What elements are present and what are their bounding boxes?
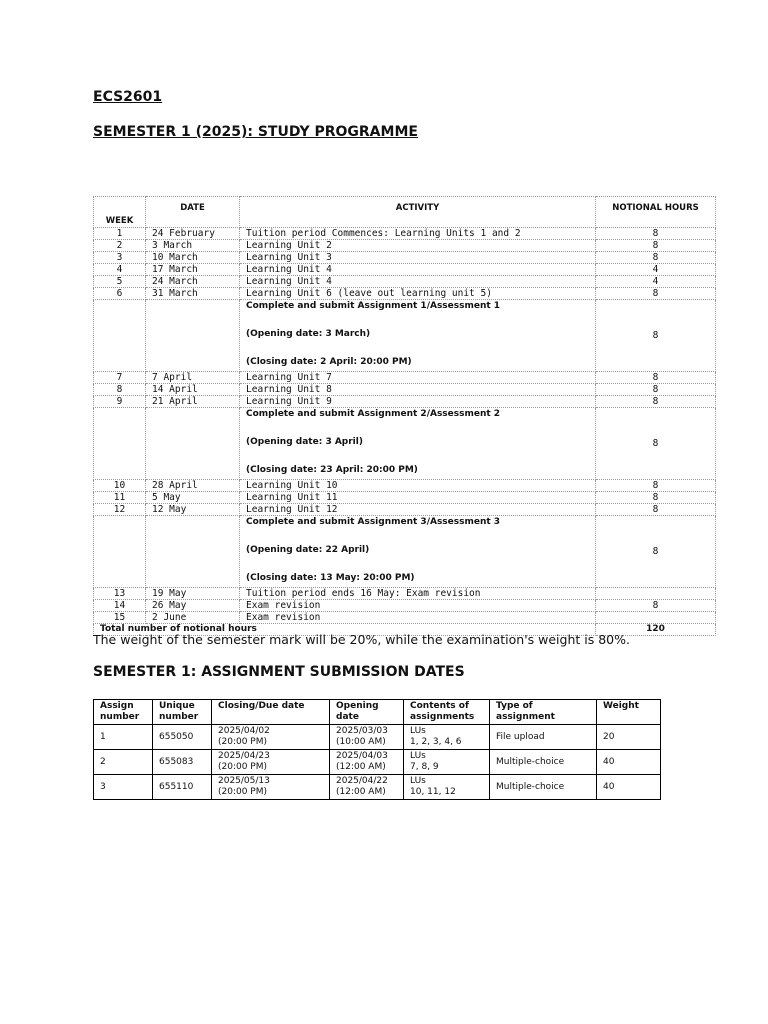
activity-cell: Learning Unit 12 — [240, 504, 596, 516]
hours-cell: 8 — [596, 396, 716, 408]
contents-cell: LUs 7, 8, 9 — [404, 750, 490, 775]
date-cell: 5 May — [146, 492, 240, 504]
type-cell: File upload — [490, 725, 597, 750]
activity-cell: Learning Unit 9 — [240, 396, 596, 408]
empty-week-cell — [94, 516, 146, 588]
activity-cell: Exam revision — [240, 600, 596, 612]
date-header: DATE — [146, 197, 240, 228]
hours-cell: 8 — [596, 252, 716, 264]
week-cell: 5 — [94, 276, 146, 288]
assignment-block-title: Complete and submit Assignment 1/Assessment 1 — [246, 301, 501, 311]
date-cell: 26 May — [146, 600, 240, 612]
week-cell: 14 — [94, 600, 146, 612]
opening-date-cell: 2025/03/03 (10:00 AM) — [330, 725, 404, 750]
weight-cell: 40 — [597, 775, 661, 800]
date-cell: 3 March — [146, 240, 240, 252]
week-cell: 3 — [94, 252, 146, 264]
programme-header-row — [94, 197, 716, 228]
empty-date-cell — [146, 300, 240, 372]
date-cell: 2 June — [146, 612, 240, 624]
empty-week-cell — [94, 300, 146, 372]
week-cell: 1 — [94, 228, 146, 240]
date-cell: 31 March — [146, 288, 240, 300]
activity-cell: Learning Unit 4 — [240, 264, 596, 276]
date-cell: 28 April — [146, 480, 240, 492]
unique-number-cell: 655110 — [153, 775, 212, 800]
assignment-block-title: Complete and submit Assignment 2/Assessment 2 — [246, 409, 501, 419]
assign-number-header: Assign number — [94, 700, 153, 725]
assignment-block-cell — [240, 300, 596, 372]
course-code: ECS2601 — [93, 89, 163, 105]
activity-cell: Learning Unit 4 — [240, 276, 596, 288]
activity-cell: Learning Unit 3 — [240, 252, 596, 264]
closing-date-cell: 2025/04/23 (20:00 PM) — [212, 750, 330, 775]
week-cell: 7 — [94, 372, 146, 384]
week-cell: 10 — [94, 480, 146, 492]
assign-number-cell: 1 — [94, 725, 153, 750]
hours-cell: 8 — [596, 504, 716, 516]
assignment-block-closing: (Closing date: 13 May: 20:00 PM) — [246, 573, 415, 583]
hours-cell: 4 — [596, 276, 716, 288]
programme-row — [94, 492, 716, 504]
opening-date-header: Opening date — [330, 700, 404, 725]
hours-header: NOTIONAL HOURS — [596, 197, 716, 228]
programme-row — [94, 252, 716, 264]
assignment-block-opening: (Opening date: 3 April) — [246, 437, 363, 447]
hours-cell: 8 — [596, 600, 716, 612]
assignment-heading: SEMESTER 1: ASSIGNMENT SUBMISSION DATES — [93, 664, 465, 680]
opening-date-cell: 2025/04/22 (12:00 AM) — [330, 775, 404, 800]
activity-cell: Learning Unit 6 (leave out learning unit 5) — [240, 288, 596, 300]
assignment-block-row — [94, 516, 716, 588]
hours-cell: 8 — [596, 408, 716, 480]
hours-cell: 8 — [596, 288, 716, 300]
hours-cell — [596, 588, 716, 600]
programme-row — [94, 612, 716, 624]
programme-row — [94, 480, 716, 492]
activity-cell: Learning Unit 2 — [240, 240, 596, 252]
opening-date-cell: 2025/04/03 (12:00 AM) — [330, 750, 404, 775]
closing-date-cell: 2025/05/13 (20:00 PM) — [212, 775, 330, 800]
weight-note: The weight of the semester mark will be 20%, while the examination's weight is 80%. — [93, 632, 630, 647]
type-cell: Multiple-choice — [490, 750, 597, 775]
week-cell: 11 — [94, 492, 146, 504]
hours-cell: 8 — [596, 492, 716, 504]
date-cell: 14 April — [146, 384, 240, 396]
date-cell: 17 March — [146, 264, 240, 276]
assignment-block-row — [94, 300, 716, 372]
assign-number-cell: 3 — [94, 775, 153, 800]
assignment-row — [94, 775, 661, 800]
date-cell: 24 February — [146, 228, 240, 240]
unique-number-cell: 655050 — [153, 725, 212, 750]
hours-cell: 8 — [596, 240, 716, 252]
closing-date-header: Closing/Due date — [212, 700, 330, 725]
assignment-block-cell — [240, 408, 596, 480]
assignment-dates-table — [93, 699, 661, 800]
total-hours: 120 — [596, 624, 716, 636]
date-cell: 24 March — [146, 276, 240, 288]
programme-row — [94, 372, 716, 384]
weight-cell: 40 — [597, 750, 661, 775]
type-cell: Multiple-choice — [490, 775, 597, 800]
date-cell: 21 April — [146, 396, 240, 408]
hours-cell: 8 — [596, 228, 716, 240]
contents-cell: LUs 1, 2, 3, 4, 6 — [404, 725, 490, 750]
hours-cell — [596, 612, 716, 624]
week-header: WEEK — [94, 197, 146, 228]
programme-row — [94, 288, 716, 300]
empty-week-cell — [94, 408, 146, 480]
assignment-block-opening: (Opening date: 3 March) — [246, 329, 371, 339]
activity-cell: Exam revision — [240, 612, 596, 624]
hours-cell: 8 — [596, 516, 716, 588]
hours-cell: 8 — [596, 372, 716, 384]
unique-number-cell: 655083 — [153, 750, 212, 775]
empty-date-cell — [146, 408, 240, 480]
programme-row — [94, 276, 716, 288]
assignment-block-opening: (Opening date: 22 April) — [246, 545, 370, 555]
study-programme-table — [93, 196, 716, 636]
programme-row — [94, 588, 716, 600]
date-cell: 7 April — [146, 372, 240, 384]
contents-header: Contents of assignments — [404, 700, 490, 725]
week-cell: 15 — [94, 612, 146, 624]
programme-row — [94, 504, 716, 516]
assignment-row — [94, 725, 661, 750]
type-header: Type of assignment — [490, 700, 597, 725]
hours-cell: 4 — [596, 264, 716, 276]
assignment-block-row — [94, 408, 716, 480]
programme-row — [94, 228, 716, 240]
activity-cell: Learning Unit 8 — [240, 384, 596, 396]
hours-cell: 8 — [596, 384, 716, 396]
weight-header: Weight — [597, 700, 661, 725]
hours-cell: 8 — [596, 300, 716, 372]
assignment-block-title: Complete and submit Assignment 3/Assessment 3 — [246, 517, 501, 527]
contents-cell: LUs 10, 11, 12 — [404, 775, 490, 800]
programme-row — [94, 264, 716, 276]
week-cell: 8 — [94, 384, 146, 396]
date-cell: 10 March — [146, 252, 240, 264]
hours-cell: 8 — [596, 480, 716, 492]
date-cell: 12 May — [146, 504, 240, 516]
semester-heading: SEMESTER 1 (2025): STUDY PROGRAMME — [93, 124, 418, 140]
empty-date-cell — [146, 516, 240, 588]
assignment-row — [94, 750, 661, 775]
weight-cell: 20 — [597, 725, 661, 750]
programme-row — [94, 396, 716, 408]
assignment-block-cell — [240, 516, 596, 588]
programme-row — [94, 384, 716, 396]
date-cell: 19 May — [146, 588, 240, 600]
assignment-block-closing: (Closing date: 23 April: 20:00 PM) — [246, 465, 418, 475]
week-cell: 4 — [94, 264, 146, 276]
activity-cell: Tuition period Commences: Learning Units 1 and 2 — [240, 228, 596, 240]
activity-cell: Learning Unit 10 — [240, 480, 596, 492]
activity-cell: Learning Unit 7 — [240, 372, 596, 384]
week-cell: 12 — [94, 504, 146, 516]
programme-row — [94, 600, 716, 612]
total-label: Total number of notional hours — [94, 624, 596, 636]
unique-number-header: Unique number — [153, 700, 212, 725]
week-cell: 6 — [94, 288, 146, 300]
activity-header: ACTIVITY — [240, 197, 596, 228]
week-cell: 2 — [94, 240, 146, 252]
closing-date-cell: 2025/04/02 (20:00 PM) — [212, 725, 330, 750]
activity-cell: Learning Unit 11 — [240, 492, 596, 504]
assignment-block-closing: (Closing date: 2 April: 20:00 PM) — [246, 357, 412, 367]
assign-number-cell: 2 — [94, 750, 153, 775]
week-cell: 13 — [94, 588, 146, 600]
activity-cell: Tuition period ends 16 May: Exam revision — [240, 588, 596, 600]
assignment-header-row — [94, 700, 661, 725]
programme-row — [94, 240, 716, 252]
week-cell: 9 — [94, 396, 146, 408]
